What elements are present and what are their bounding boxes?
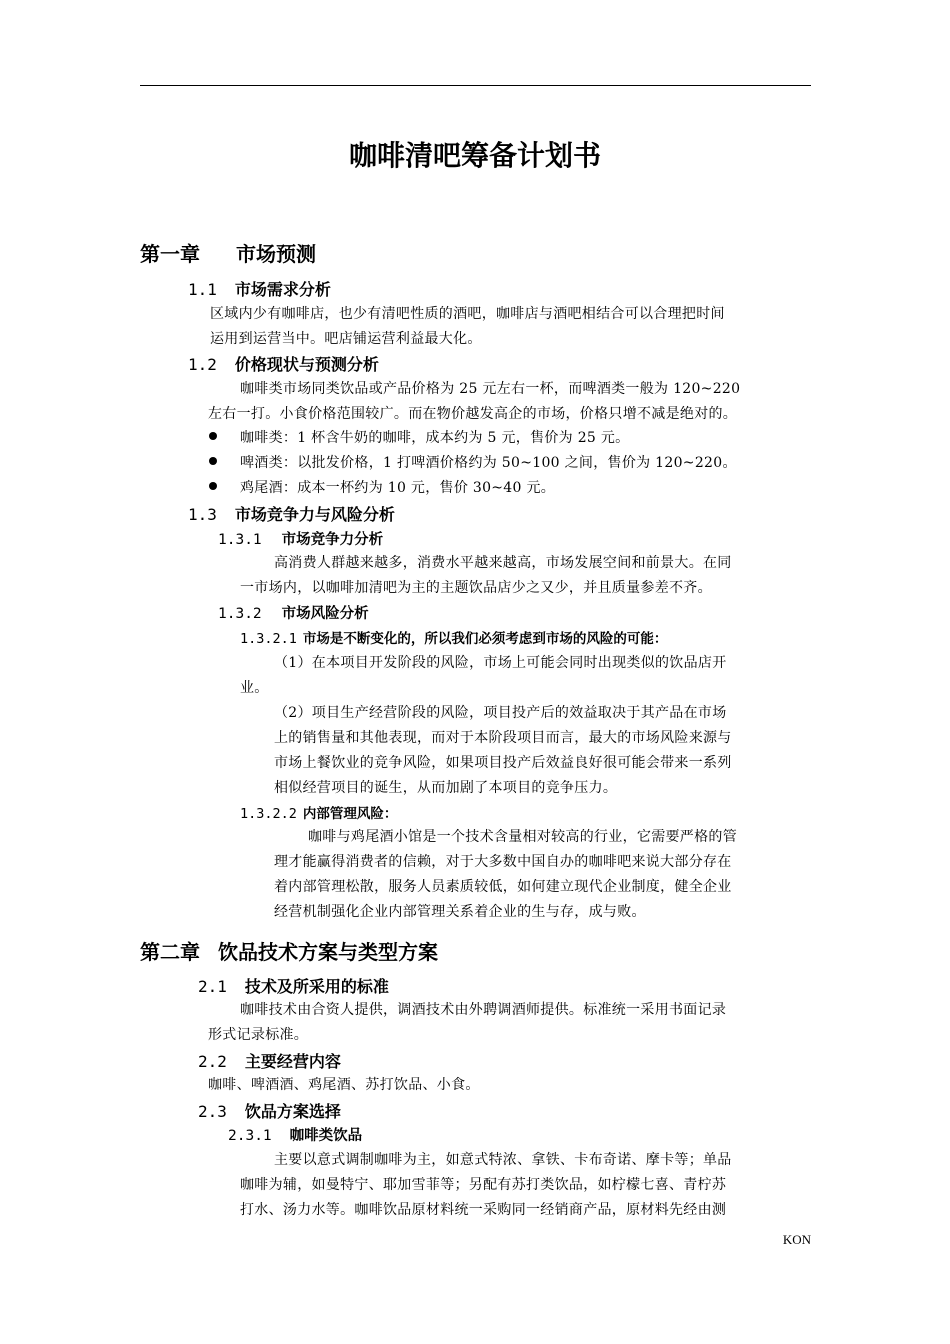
section-number: 1.3.2.2 xyxy=(240,806,297,822)
chapter-1-label: 第一章 xyxy=(140,242,200,266)
section-number: 1.1 xyxy=(188,280,217,299)
section-number: 2.1 xyxy=(198,977,227,996)
document-title: 咖啡清吧筹备计划书 xyxy=(348,139,601,172)
section-1-3-1-heading xyxy=(218,528,383,549)
paragraph-line: 咖啡为辅，如曼特宁、耶加雪菲等；另配有苏打类饮品，如柠檬七喜、青柠苏 xyxy=(240,1177,727,1193)
paragraph-line: 左右一打。小食价格范围较广。而在物价越发高企的市场，价格只增不减是绝对的。 xyxy=(208,406,738,422)
section-2-2-heading xyxy=(198,1049,341,1072)
section-title: 价格现状与预测分析 xyxy=(234,355,379,374)
chapter-2-title: 饮品技术方案与类型方案 xyxy=(218,940,438,964)
section-title: 内部管理风险： xyxy=(302,806,398,822)
section-number: 1.3.2.1 xyxy=(240,631,297,647)
chapter-1-title: 市场预测 xyxy=(236,242,316,266)
section-title: 市场需求分析 xyxy=(234,280,331,299)
header-rule xyxy=(140,85,811,86)
section-title: 技术及所采用的标准 xyxy=(244,977,389,996)
paragraph-line: 市场上餐饮业的竞争风险，如果项目投产后效益良好很可能会带来一系列 xyxy=(274,755,732,771)
bullet-item: 咖啡类：1 杯含牛奶的咖啡，成本约为 5 元，售价为 25 元。 xyxy=(240,430,630,446)
paragraph-line: 一市场内，以咖啡加清吧为主的主题饮品店少之又少，并且质量参差不齐。 xyxy=(240,580,712,596)
paragraph-line: 咖啡技术由合资人提供，调酒技术由外聘调酒师提供。标准统一采用书面记录 xyxy=(240,1002,727,1018)
section-title: 主要经营内容 xyxy=(244,1052,341,1071)
paragraph-line: 经营机制强化企业内部管理关系着企业的生与存，成与败。 xyxy=(274,904,646,920)
page-footer: KON xyxy=(782,1232,811,1247)
bullet-dot xyxy=(209,482,217,490)
chapter-2-label: 第二章 xyxy=(140,940,200,964)
chapter-2-heading xyxy=(140,936,438,965)
paragraph-line: 咖啡与鸡尾酒小馆是一个技术含量相对较高的行业，它需要严格的管 xyxy=(308,829,737,845)
section-1-3-2-heading xyxy=(218,602,369,623)
section-title: 咖啡类饮品 xyxy=(289,1128,363,1144)
section-2-3-heading xyxy=(198,1099,341,1122)
paragraph-line: 相似经营项目的诞生，从而加剧了本项目的竞争压力。 xyxy=(274,780,618,796)
paragraph-line: （1）在本项目开发阶段的风险，市场上可能会同时出现类似的饮品店开 xyxy=(274,655,727,671)
section-number: 1.2 xyxy=(188,355,217,374)
section-number: 1.3 xyxy=(188,505,217,524)
paragraph-line: 着内部管理松散，服务人员素质较低，如何建立现代企业制度，健全企业 xyxy=(274,879,732,895)
section-1-3-2-2-heading xyxy=(240,802,397,822)
paragraph-line: 咖啡、啤酒酒、鸡尾酒、苏打饮品、小食。 xyxy=(208,1077,480,1093)
section-title: 市场是不断变化的，所以我们必须考虑到市场的风险的可能： xyxy=(302,631,668,647)
paragraph-line: 高消费人群越来越多，消费水平越来越高，市场发展空间和前景大。在同 xyxy=(274,555,732,571)
section-title: 市场竞争力与风险分析 xyxy=(234,505,395,524)
section-1-2-heading xyxy=(188,352,379,375)
paragraph-line: 主要以意式调制咖啡为主，如意式特浓、拿铁、卡布奇诺、摩卡等；单品 xyxy=(274,1152,732,1168)
bullet-dot xyxy=(209,457,217,465)
section-number: 1.3.1 xyxy=(218,532,262,548)
section-title: 饮品方案选择 xyxy=(244,1102,341,1121)
bullet-dot xyxy=(209,432,217,440)
paragraph-line: 打水、汤力水等。咖啡饮品原材料统一采购同一经销商产品，原材料先经由测 xyxy=(240,1202,727,1218)
section-1-3-heading xyxy=(188,502,395,525)
paragraph-line: 区域内少有咖啡店，也少有清吧性质的酒吧，咖啡店与酒吧相结合可以合理把时间 xyxy=(210,306,725,322)
section-2-1-heading xyxy=(198,974,389,997)
chapter-1-heading xyxy=(140,238,316,267)
paragraph-line: 形式记录标准。 xyxy=(208,1027,309,1043)
paragraph-line: 上的销售量和其他表现，而对于本阶段项目而言，最大的市场风险来源与 xyxy=(274,730,732,746)
section-number: 2.3 xyxy=(198,1102,227,1121)
paragraph-line: 理才能赢得消费者的信赖，对于大多数中国自办的咖啡吧来说大部分存在 xyxy=(274,854,732,870)
section-1-1-heading xyxy=(188,277,331,300)
paragraph-line: （2）项目生产经营阶段的风险，项目投产后的效益取决于其产品在市场 xyxy=(274,705,727,721)
section-2-3-1-heading xyxy=(228,1124,362,1145)
paragraph-line: 运用到运营当中。吧店铺运营利益最大化。 xyxy=(210,331,482,347)
section-number: 2.2 xyxy=(198,1052,227,1071)
bullet-item: 啤酒类：以批发价格，1 打啤酒价格约为 50~100 之间，售价为 120~220。 xyxy=(240,455,737,471)
section-number: 1.3.2 xyxy=(218,606,262,622)
bullet-item: 鸡尾酒：成本一杯约为 10 元，售价 30~40 元。 xyxy=(240,480,556,496)
section-number: 2.3.1 xyxy=(228,1128,272,1144)
paragraph-line: 咖啡类市场同类饮品或产品价格为 25 元左右一杯，而啤酒类一般为 120~220 xyxy=(240,381,741,397)
section-title: 市场竞争力分析 xyxy=(281,532,384,548)
paragraph-line: 业。 xyxy=(240,680,269,696)
section-1-3-2-1-heading xyxy=(240,627,667,647)
section-title: 市场风险分析 xyxy=(281,606,369,622)
